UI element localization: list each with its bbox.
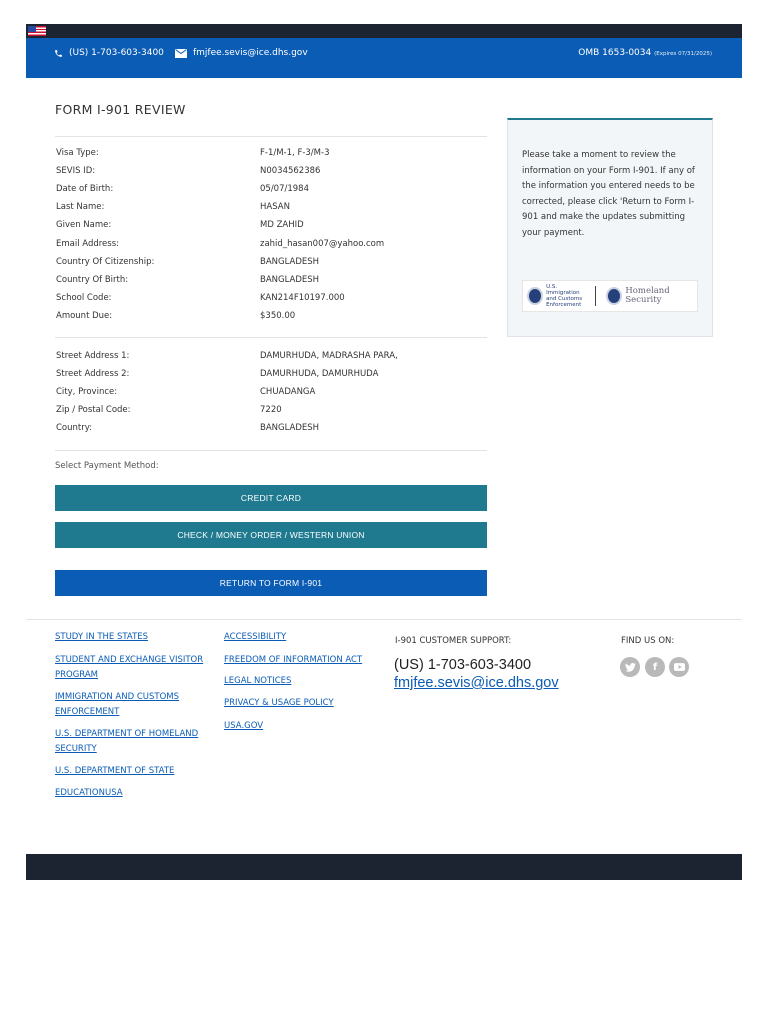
review-row-value: MD ZAHID <box>260 220 304 231</box>
review-row-value: 7220 <box>260 404 282 415</box>
support-heading: I-901 CUSTOMER SUPPORT: <box>395 636 512 646</box>
credit-card-button[interactable]: CREDIT CARD <box>55 485 487 511</box>
review-row-label: Country Of Citizenship: <box>56 256 155 267</box>
footer-link[interactable]: U.S. DEPARTMENT OF STATE <box>55 766 175 776</box>
footer-link[interactable]: EDUCATIONUSA <box>55 788 123 798</box>
twitter-icon[interactable] <box>620 657 640 677</box>
support-phone[interactable]: (US) 1-703-603-3400 <box>394 657 532 673</box>
review-row-value: DAMURHUDA, DAMURHUDA <box>260 368 379 379</box>
review-row-label: Amount Due: <box>56 310 113 321</box>
review-row-label: Country Of Birth: <box>56 274 129 285</box>
check-money-order-button[interactable]: CHECK / MONEY ORDER / WESTERN UNION <box>55 522 487 548</box>
footer-divider <box>26 619 742 620</box>
review-row-value: KAN214F10197.000 <box>260 292 345 303</box>
support-email-link[interactable]: fmjfee.sevis@ice.dhs.gov <box>394 675 559 691</box>
review-row-label: Country: <box>56 422 93 433</box>
review-row <box>55 199 487 217</box>
review-row-label: Date of Birth: <box>56 184 114 195</box>
omb-expiry: (Expires 07/31/2025) <box>654 51 712 57</box>
agency-logos <box>522 280 698 312</box>
review-row-value: BANGLADESH <box>260 256 320 267</box>
payment-method-label: Select Payment Method: <box>55 461 159 471</box>
review-row-value: N0034562386 <box>260 166 321 177</box>
review-row <box>55 254 487 272</box>
bottom-bar <box>26 854 742 880</box>
review-row-value: F-1/M-1, F-3/M-3 <box>260 148 330 158</box>
footer-link[interactable]: PRIVACY & USAGE POLICY <box>224 698 334 708</box>
footer-link[interactable]: LEGAL NOTICES <box>224 676 292 686</box>
review-notice-panel <box>507 118 713 337</box>
review-row-label: City, Province: <box>56 386 118 397</box>
facebook-icon[interactable]: f <box>645 657 665 677</box>
header-contact-bar <box>26 38 742 78</box>
review-row-label: SEVIS ID: <box>56 166 96 177</box>
review-row-label: Street Address 1: <box>56 351 130 361</box>
review-row <box>55 420 487 438</box>
review-row <box>55 402 487 420</box>
logo-divider <box>595 286 596 306</box>
omb-number: OMB 1653-0034 (Expires 07/31/2025) <box>578 48 712 58</box>
header-email[interactable] <box>175 48 308 58</box>
review-row <box>55 236 487 254</box>
review-row-label: Visa Type: <box>56 148 99 158</box>
review-row <box>55 348 487 366</box>
review-row <box>55 366 487 384</box>
footer-link[interactable]: ACCESSIBILITY <box>224 632 287 642</box>
dhs-logo-text: Homeland Security <box>625 286 670 305</box>
review-notice-text: Please take a moment to review the information on your Form I-901. If any of the information you entered needs to be corrected, please click 'Return to Form I-901 and make the updates submitting your payment. <box>522 150 695 238</box>
review-row-value: DAMURHUDA, MADRASHA PARA, <box>260 351 398 361</box>
review-row <box>55 181 487 199</box>
footer-link[interactable]: FREEDOM OF INFORMATION ACT <box>224 655 363 665</box>
footer-link[interactable]: STUDENT AND EXCHANGE VISITOR PROGRAM <box>55 655 204 680</box>
divider <box>55 337 487 338</box>
divider <box>55 136 487 137</box>
header-phone-text: (US) 1-703-603-3400 <box>69 48 164 58</box>
dhs-seal-icon <box>606 287 622 305</box>
header-email-text: fmjfee.sevis@ice.dhs.gov <box>193 48 308 58</box>
review-row-label: Street Address 2: <box>56 368 130 379</box>
review-row-value: BANGLADESH <box>260 422 320 433</box>
review-row-value: 05/07/1984 <box>260 184 309 195</box>
review-row <box>55 272 487 290</box>
ice-logo-text: U.S. Immigration and Customs Enforcement <box>546 284 583 308</box>
find-us-heading: FIND US ON: <box>621 636 675 646</box>
review-row-label: Last Name: <box>56 202 105 213</box>
review-row-value: CHUADANGA <box>260 386 316 397</box>
review-row-value: BANGLADESH <box>260 274 320 285</box>
divider <box>55 450 487 451</box>
review-row-label: Email Address: <box>56 238 119 249</box>
review-row <box>55 217 487 235</box>
footer-link[interactable]: STUDY IN THE STATES <box>55 632 149 642</box>
review-row-value: HASAN <box>260 202 290 213</box>
footer-link[interactable]: U.S. DEPARTMENT OF HOMELAND SECURITY <box>55 729 199 754</box>
review-row-value: zahid_hasan007@yahoo.com <box>260 238 385 249</box>
page-title: FORM I-901 REVIEW <box>55 102 186 117</box>
review-row-label: Zip / Postal Code: <box>56 404 131 415</box>
youtube-icon[interactable] <box>669 657 689 677</box>
us-flag-icon <box>28 26 46 36</box>
footer-link[interactable]: USA.GOV <box>224 721 264 731</box>
phone-icon <box>54 49 63 58</box>
footer-link[interactable]: IMMIGRATION AND CUSTOMS ENFORCEMENT <box>55 692 180 717</box>
review-row <box>55 290 487 308</box>
envelope-icon <box>175 49 187 58</box>
review-row <box>55 145 487 163</box>
review-row-label: School Code: <box>56 292 112 303</box>
header-phone[interactable] <box>54 48 164 58</box>
review-row <box>55 308 487 326</box>
review-row <box>55 163 487 181</box>
review-row <box>55 384 487 402</box>
ice-seal-icon <box>527 287 543 305</box>
return-to-form-button[interactable]: RETURN TO FORM I-901 <box>55 570 487 596</box>
review-row-value: $350.00 <box>260 310 296 321</box>
top-bar <box>26 24 742 38</box>
review-row-label: Given Name: <box>56 220 112 231</box>
